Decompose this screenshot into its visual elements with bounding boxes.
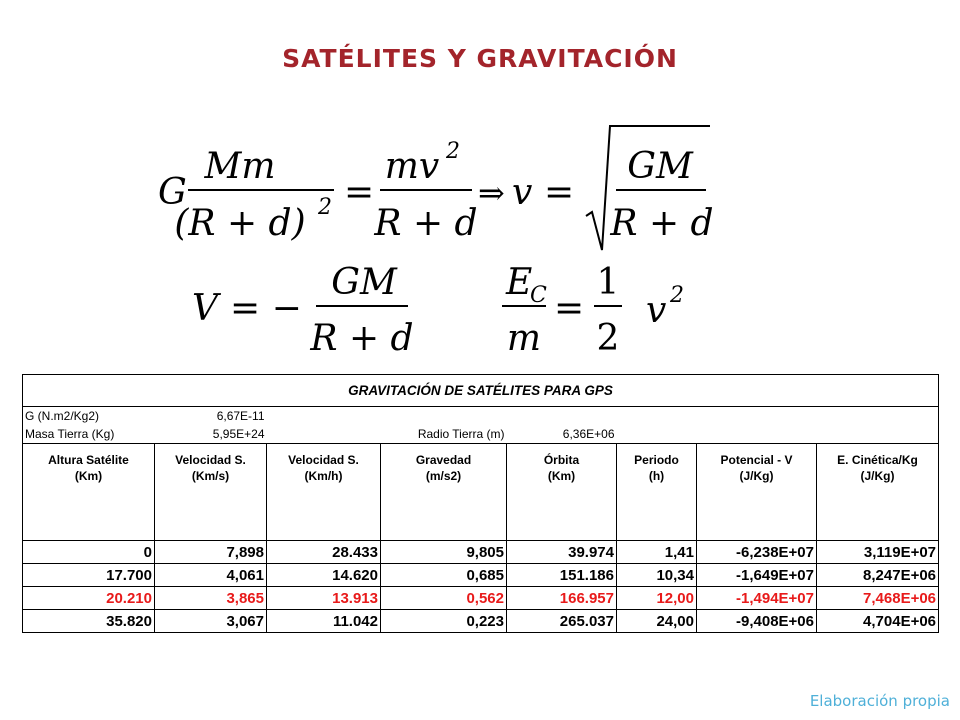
- table-cell: 3,067: [155, 610, 267, 633]
- table-cell: -1,494E+07: [697, 587, 817, 610]
- table-cell: 11.042: [267, 610, 381, 633]
- column-header-label: Velocidad S.: [288, 453, 359, 467]
- exponent-2: 2: [446, 139, 460, 164]
- param-value: 5,95E+24: [212, 427, 265, 441]
- table-cell: 20.210: [23, 587, 155, 610]
- table-cell: 8,247E+06: [817, 564, 939, 587]
- denominator-R-plus-d: R + d: [374, 203, 478, 244]
- table-row: [23, 587, 939, 610]
- denominator-R-plus-d: (R + d): [174, 203, 306, 244]
- table-cell: 166.957: [507, 587, 617, 610]
- column-header: [617, 444, 697, 541]
- table-cell: 39.974: [507, 541, 617, 564]
- table-cell: 14.620: [267, 564, 381, 587]
- numerator-GM: GM: [331, 262, 397, 303]
- column-header-unit: (Km): [74, 469, 103, 483]
- table-cell: 0,562: [381, 587, 507, 610]
- param-row-mass: [23, 425, 939, 444]
- table-body: [23, 541, 939, 633]
- table-cell: 28.433: [267, 541, 381, 564]
- denominator-2: 2: [596, 318, 620, 359]
- table-cell: 12,00: [617, 587, 697, 610]
- subscript-C: C: [530, 283, 547, 308]
- column-header-unit: (m/s2): [425, 469, 462, 483]
- table-cell: 1,41: [617, 541, 697, 564]
- table-cell: 0,685: [381, 564, 507, 587]
- formula-potential: [192, 262, 414, 359]
- numerator-mv: mv: [384, 146, 440, 187]
- table-cell: 9,805: [381, 541, 507, 564]
- table-cell: 0,223: [381, 610, 507, 633]
- column-header-unit: (h): [648, 469, 665, 483]
- table-cell: -9,408E+06: [697, 610, 817, 633]
- column-header-unit: (J/Kg): [739, 469, 774, 483]
- param-label: Radio Tierra (m): [417, 427, 505, 441]
- column-header-unit: (Km/h): [304, 469, 343, 483]
- table-row: [23, 541, 939, 564]
- param-value: 6,67E-11: [216, 409, 265, 423]
- table-row: [23, 610, 939, 633]
- table-cell: -1,649E+07: [697, 564, 817, 587]
- table-cell: 10,34: [617, 564, 697, 587]
- symbol-V: V: [192, 288, 218, 329]
- column-header-label: Gravedad: [415, 453, 472, 467]
- column-header-label: Órbita: [543, 453, 580, 467]
- table-cell: 3,119E+07: [817, 541, 939, 564]
- column-header: [23, 444, 155, 541]
- table-cell: 7,468E+06: [817, 587, 939, 610]
- table-cell: 13.913: [267, 587, 381, 610]
- numerator-GM: GM: [627, 146, 693, 187]
- numerator-Mm: Mm: [204, 146, 276, 187]
- equals-sign: =: [544, 172, 575, 213]
- table-cell: -6,238E+07: [697, 541, 817, 564]
- column-header: [155, 444, 267, 541]
- equals-sign: =: [344, 172, 375, 213]
- formulas: [140, 112, 740, 362]
- symbol-E: E: [506, 262, 533, 303]
- symbol-v: v: [646, 290, 667, 331]
- formula-orbital-velocity: [158, 126, 714, 250]
- table-cell: 265.037: [507, 610, 617, 633]
- table-cell: 17.700: [23, 564, 155, 587]
- equals-minus: = −: [230, 288, 302, 329]
- symbol-v: v: [512, 172, 533, 213]
- param-label: Masa Tierra (Kg): [23, 425, 155, 444]
- table-cell: 4,704E+06: [817, 610, 939, 633]
- footer-credit: Elaboración propia: [809, 692, 950, 710]
- param-value: 6,36E+06: [562, 427, 615, 441]
- column-header-unit: (Km/s): [191, 469, 230, 483]
- symbol-G: G: [158, 172, 187, 213]
- equals-sign: =: [554, 288, 585, 329]
- table-cell: 24,00: [617, 610, 697, 633]
- param-label: G (N.m2/Kg2): [23, 407, 155, 426]
- gps-satellite-table: [22, 374, 939, 633]
- table-cell: 4,061: [155, 564, 267, 587]
- table-row: [23, 564, 939, 587]
- exponent-2: 2: [318, 195, 332, 220]
- column-header: [507, 444, 617, 541]
- param-row-g: [23, 407, 939, 426]
- column-header-label: E. Cinética/Kg: [837, 453, 918, 467]
- table-header-row: [23, 444, 939, 541]
- column-header-label: Altura Satélite: [48, 453, 129, 467]
- column-header-unit: (Km): [547, 469, 576, 483]
- table-cell: 3,865: [155, 587, 267, 610]
- page-title: SATÉLITES Y GRAVITACIÓN: [282, 44, 678, 73]
- column-header-label: Velocidad S.: [175, 453, 246, 467]
- table-cell: 35.820: [23, 610, 155, 633]
- denominator-R-plus-d: R + d: [310, 318, 414, 359]
- exponent-2: 2: [670, 283, 684, 308]
- denominator-R-plus-d: R + d: [610, 203, 714, 244]
- column-header-label: Periodo: [634, 453, 679, 467]
- column-header: [697, 444, 817, 541]
- column-header: [267, 444, 381, 541]
- numerator-1: 1: [596, 262, 620, 303]
- denominator-m: m: [506, 318, 542, 359]
- column-header-label: Potencial - V: [720, 453, 793, 467]
- table-cell: 0: [23, 541, 155, 564]
- table-cell: 7,898: [155, 541, 267, 564]
- column-header: [381, 444, 507, 541]
- implies-arrow: ⇒: [478, 174, 505, 212]
- formula-kinetic-energy: [502, 262, 684, 359]
- column-header: [817, 444, 939, 541]
- column-header-unit: (J/Kg): [860, 469, 895, 483]
- table-cell: 151.186: [507, 564, 617, 587]
- table-caption: GRAVITACIÓN DE SATÉLITES PARA GPS: [23, 375, 939, 407]
